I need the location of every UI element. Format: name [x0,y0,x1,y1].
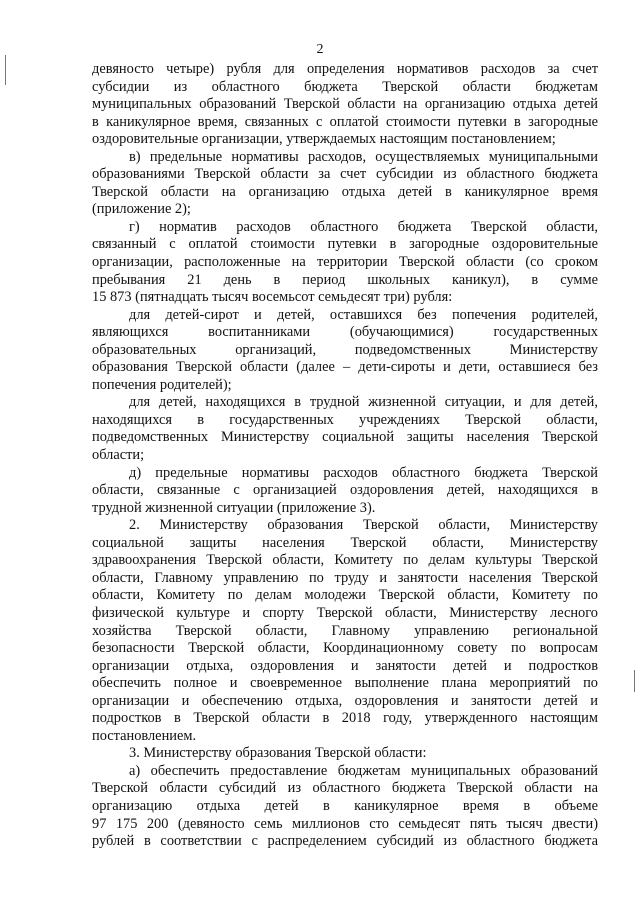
text-line: области, Главному управлению по труду и занятости населения Тверской [92,569,598,586]
text-line: а) обеспечить предоставление бюджетам муниципальных образований [129,762,598,779]
text-line: Тверской области на организацию отдыха детей в каникулярное время [92,183,598,200]
text-line: девяносто четыре) рубля для определения нормативов расходов за счет [92,61,598,77]
text-line: безопасности Тверской области, Координационному совету по вопросам [92,640,598,657]
text-line: субсидии из областного бюджета Тверской области бюджетам [92,78,598,95]
text-line: здравоохранения Тверской области, Комитету по делам культуры Тверской [92,552,598,569]
text-line: постановлением. [92,727,197,744]
text-line: организации, расположенные на территории Тверской области (со сроком [92,254,598,271]
text-line: подведомственных Министерству социальной защиты населения Тверской [92,429,598,446]
text-line: подростков в Тверской области в 2018 году, утвержденного настоящим [92,710,598,727]
text-line: г) норматив расходов областного бюджета Тверской области, [129,218,598,235]
document-body [92,61,598,851]
text-line: являющихся воспитанниками (обучающимися) государственных [92,324,598,341]
text-line: пребывания 21 день в период школьных каникул), в сумме [92,271,598,288]
page-number: 2 [316,42,324,57]
text-line: попечения родителей); [92,376,232,393]
text-line: (приложение 2); [92,201,191,218]
text-line: физической культуре и спорту Тверской области, Министерству лесного [92,604,598,621]
text-line: социальной защиты населения Тверской области, Министерству [92,534,598,551]
text-line: в каникулярное время, связанных с оплатой стоимости путевки в загородные [92,113,598,130]
text-line: обеспечить полное и своевременное выполнение плана мероприятий по [92,675,598,692]
text-line: организации и обеспечению отдыха, оздоровления и занятости детей и [92,692,598,709]
text-line: 2. Министерству образования Тверской области, Министерству [129,517,598,534]
text-line: организации отдыха, оздоровления и занятости детей и подростков [92,657,598,674]
text-line: связанный с оплатой стоимости путевки в загородные оздоровительные [92,236,598,253]
text-line: хозяйства Тверской области, Главному управлению региональной [92,622,598,639]
text-line: 3. Министерству образования Тверской области: [129,745,427,762]
text-line: рублей в соответствии с распределением субсидий из областного бюджета [92,833,598,850]
text-line: находящихся в государственных учреждениях Тверской области, [92,411,598,428]
scan-edge-mark [5,55,6,85]
text-line: д) предельные нормативы расходов областного бюджета Тверской [129,464,598,481]
text-line: области, связанные с организацией оздоровления детей, находящихся в [92,482,598,499]
scan-edge-mark [634,670,635,692]
text-line: в) предельные нормативы расходов, осуществляемых муниципальными [129,148,598,165]
text-line: для детей, находящихся в трудной жизненной ситуации, и для детей, [129,394,598,411]
text-line: для детей-сирот и детей, оставшихся без попечения родителей, [129,306,598,323]
text-line: 15 873 (пятнадцать тысяч восемьсот семьдесят три) рубля: [92,289,453,306]
text-line: образованиями Тверской области за счет субсидии из областного бюджета [92,166,598,183]
text-line: муниципальных образований Тверской области на организацию отдыха детей [92,96,598,113]
text-line: области; [92,447,145,464]
text-line: организацию отдыха детей в каникулярное время в объеме [92,797,598,814]
text-line: Тверской области субсидий из областного бюджета Тверской области на [92,780,598,797]
text-line: 97 175 200 (девяносто семь миллионов сто семьдесят пять тысяч двести) [92,815,598,832]
text-line: образовательных организаций, подведомственных Министерству [92,341,598,358]
text-line: трудной жизненной ситуации (приложение 3). [92,499,376,516]
text-line: образования Тверской области (далее – дети-сироты и дети, оставшиеся без [92,359,598,376]
text-line: области, Комитету по делам молодежи Тверской области, Комитету по [92,587,598,604]
text-line: оздоровительные организации, утверждаемых настоящим постановлением; [92,131,556,148]
